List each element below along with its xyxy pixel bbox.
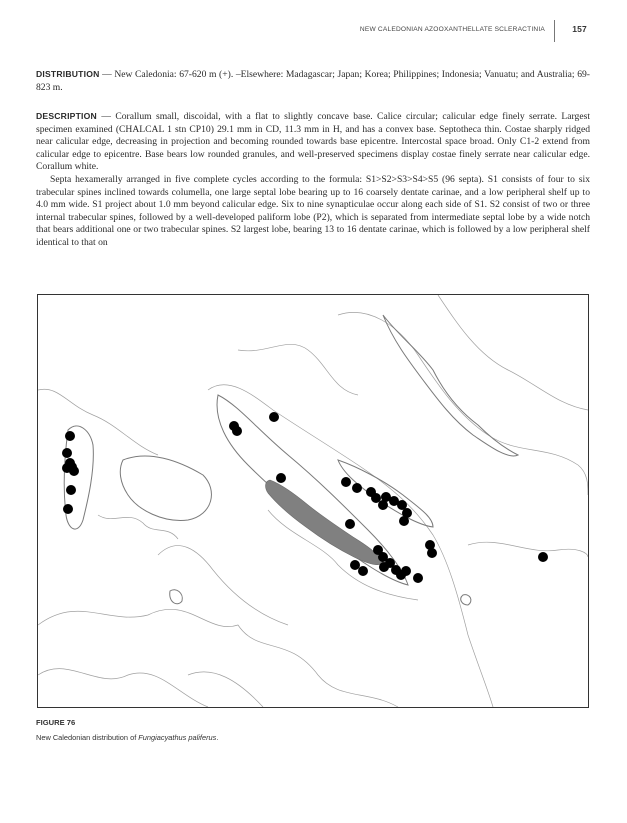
header-divider: [554, 20, 555, 42]
station-marker: [401, 566, 411, 576]
distribution-map: [37, 294, 589, 708]
map-canvas: [38, 295, 588, 707]
station-marker: [350, 560, 360, 570]
station-marker: [229, 421, 239, 431]
description-paragraph-2: Septa hexamerally arranged in five complete cycles according to the formula: S1>S2>S3>S4>S5 (96 septa). S1 consists of four to six trabecular spines inclined towards columella, one large septal lobe bearing up to 16 coarsely dentate carinae, and a low peripheral shelf up to 4.0 mm wide. S1 project about 1.0 mm beyond calicular edge. Six to nine synapticulae occur along each side of S1. S2 consist of two or three internal trabecular spines, followed by a well-developed paliform lobe (P2), which is separated from intermediate septal lobe by a wide notch that bears additional one or two trabecular spines. S2 largest lobe, bearing 13 to 16 dentate carinae, which is followed by a low peripheral shelf identical to that on: [36, 173, 590, 248]
station-marker: [358, 566, 368, 576]
bathymetry-contours: [38, 295, 588, 707]
distribution-label: DISTRIBUTION: [36, 69, 100, 79]
station-marker: [62, 463, 72, 473]
station-markers: [62, 412, 548, 583]
station-marker: [341, 477, 351, 487]
figure-caption: [36, 733, 218, 742]
page-number: 157: [572, 24, 587, 34]
station-marker: [427, 548, 437, 558]
caption-prefix: New Caledonian distribution of: [36, 733, 139, 742]
reef-outlines: [64, 315, 518, 605]
station-marker: [269, 412, 279, 422]
station-marker: [66, 485, 76, 495]
station-marker: [379, 562, 389, 572]
distribution-text: — New Caledonia: 67-620 m (+). –Elsewhere: Madagascar; Japan; Korea; Philippines; Indonesia; Vanuatu; and Australia; 69-823 m.: [36, 69, 590, 93]
station-marker: [352, 483, 362, 493]
station-marker: [276, 473, 286, 483]
description-label: DESCRIPTION: [36, 111, 97, 121]
distribution-paragraph: [36, 68, 590, 94]
figure-label: FIGURE 76: [36, 718, 76, 727]
station-marker: [65, 431, 75, 441]
species-name: Fungiacyathus paliferus: [138, 733, 217, 742]
running-title: NEW CALEDONIAN AZOOXANTHELLATE SCLERACTINIA: [359, 26, 545, 33]
description-text-1: — Corallum small, discoidal, with a flat to slightly concave base. Calice circular; calicular edge finely serrate. Largest specimen examined (CHALCAL 1 stn CP10) 29.1 mm in CD, 11.3 mm in H, and has a convex base. Septotheca thin. Costae sharply ridged near calicular edge, decreasing in projection and becoming rounded towards base epicentre. Intercostal space broad. Only C1-2 extend from calicular edge to epicentre. Base bears low rounded granules, and well-preserved specimens display costae finely serrate near calicular edge. Corallum white.: [36, 111, 590, 173]
station-marker: [413, 573, 423, 583]
description-section: [36, 110, 590, 250]
station-marker: [345, 519, 355, 529]
description-paragraph-1: [36, 110, 590, 174]
caption-suffix: .: [216, 733, 219, 742]
station-marker: [399, 516, 409, 526]
running-header: [36, 20, 591, 34]
station-marker: [63, 504, 73, 514]
station-marker: [62, 448, 72, 458]
station-marker: [538, 552, 548, 562]
